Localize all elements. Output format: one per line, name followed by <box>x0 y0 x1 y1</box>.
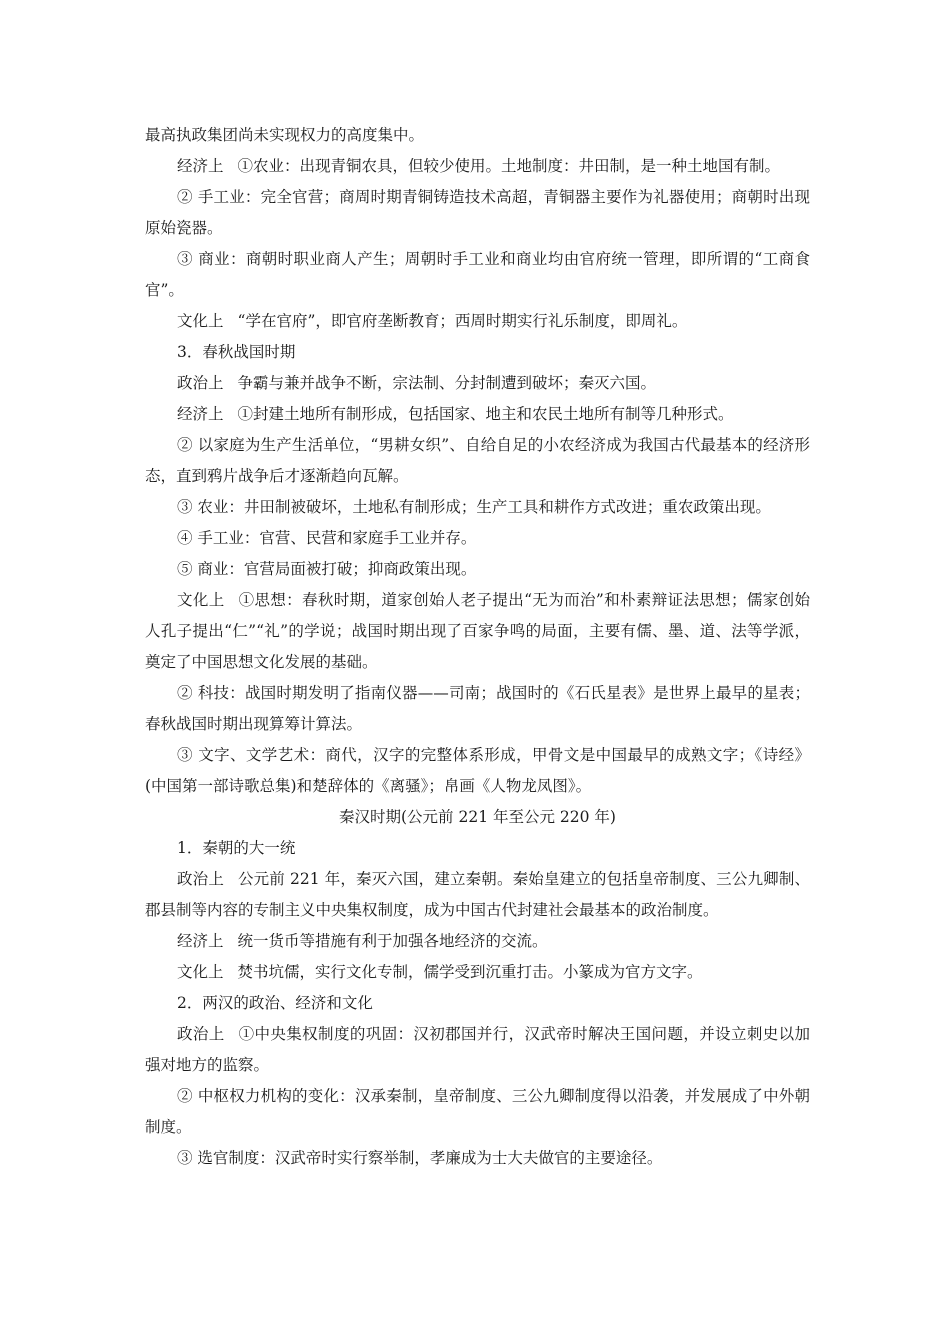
section-label: 政治上 <box>177 374 224 392</box>
paragraph <box>145 554 810 585</box>
subheading-text: 1．秦朝的大一统 <box>177 839 296 857</box>
section-label: 经济上 <box>177 932 224 950</box>
section-label: 经济上 <box>177 405 224 423</box>
paragraph <box>145 492 810 523</box>
paragraph-text: ④ 手工业：官营、民营和家庭手工业并存。 <box>177 529 477 547</box>
paragraph-text: 公元前 221 年，秦灭六国，建立秦朝。秦始皇建立的包括皇帝制度、三公九卿制、郡县制等内容的专制主义中央集权制度，成为中国古代封建社会最基本的政治制度。 <box>145 870 810 919</box>
paragraph <box>145 1143 810 1174</box>
paragraph-text: ② 以家庭为生产生活单位，“男耕女织”、自给自足的小农经济成为我国古代最基本的经济形态，直到鸦片战争后才逐渐趋向瓦解。 <box>145 436 810 485</box>
paragraph-text: ③ 文字、文学艺术：商代，汉字的完整体系形成，甲骨文是中国最早的成熟文字；《诗经》(中国第一部诗歌总集)和楚辞体的《离骚》；帛画《人物龙凤图》。 <box>145 746 810 795</box>
section-label: 政治上 <box>177 1025 225 1043</box>
paragraph <box>145 864 810 926</box>
paragraph-text: ② 中枢权力机构的变化：汉承秦制，皇帝制度、三公九卿制度得以沿袭，并发展成了中外朝制度。 <box>145 1087 810 1136</box>
paragraph-text: 统一货币等措施有利于加强各地经济的交流。 <box>237 932 548 950</box>
paragraph <box>145 120 810 151</box>
section-label: 经济上 <box>177 157 224 175</box>
subheading-text: 2．两汉的政治、经济和文化 <box>177 994 373 1012</box>
section-heading <box>145 802 810 833</box>
paragraph-text: 争霸与兼并战争不断，宗法制、分封制遭到破坏；秦灭六国。 <box>237 374 657 392</box>
section-heading-text: 秦汉时期(公元前 221 年至公元 220 年) <box>339 808 616 826</box>
paragraph-text: 焚书坑儒，实行文化专制，儒学受到沉重打击。小篆成为官方文字。 <box>237 963 703 981</box>
subheading <box>145 833 810 864</box>
section-label: 文化上 <box>177 312 224 330</box>
paragraph <box>145 182 810 244</box>
paragraph-text: “学在官府”，即官府垄断教育；西周时期实行礼乐制度，即周礼。 <box>237 312 688 330</box>
paragraph <box>145 430 810 492</box>
document-body <box>145 120 810 1174</box>
paragraph <box>145 399 810 430</box>
section-label: 文化上 <box>177 963 224 981</box>
paragraph-text: 最高执政集团尚未实现权力的高度集中。 <box>145 126 425 144</box>
paragraph <box>145 926 810 957</box>
paragraph <box>145 1019 810 1081</box>
paragraph <box>145 151 810 182</box>
paragraph <box>145 368 810 399</box>
paragraph-text: ② 手工业：完全官营；商周时期青铜铸造技术高超，青铜器主要作为礼器使用；商朝时出现原始瓷器。 <box>145 188 810 237</box>
subheading <box>145 337 810 368</box>
section-label: 文化上 <box>177 591 225 609</box>
paragraph <box>145 585 810 678</box>
section-label: 政治上 <box>177 870 224 888</box>
paragraph-text: ①中央集权制度的巩固：汉初郡国并行，汉武帝时解决王国问题，并设立刺史以加强对地方的监察。 <box>145 1025 810 1074</box>
paragraph <box>145 523 810 554</box>
paragraph-text: ①思想：春秋时期，道家创始人老子提出“无为而治”和朴素辩证法思想；儒家创始人孔子提出“仁”“礼”的学说；战国时期出现了百家争鸣的局面，主要有儒、墨、道、法等学派，奠定了中国思想文化发展的基础。 <box>145 591 810 671</box>
paragraph-text: ①农业：出现青铜农具，但较少使用。土地制度：井田制，是一种土地国有制。 <box>237 157 781 175</box>
subheading-text: 3．春秋战国时期 <box>177 343 296 361</box>
paragraph <box>145 244 810 306</box>
paragraph-text: ①封建土地所有制形成，包括国家、地主和农民土地所有制等几种形式。 <box>237 405 734 423</box>
paragraph-text: ③ 商业：商朝时职业商人产生；周朝时手工业和商业均由官府统一管理，即所谓的“工商食官”。 <box>145 250 810 299</box>
paragraph-text: ③ 选官制度：汉武帝时实行察举制，孝廉成为士大夫做官的主要途径。 <box>177 1149 663 1167</box>
paragraph-text: ③ 农业：井田制被破坏，土地私有制形成；生产工具和耕作方式改进；重农政策出现。 <box>177 498 771 516</box>
paragraph-text: ② 科技：战国时期发明了指南仪器——司南；战国时的《石氏星表》是世界上最早的星表；春秋战国时期出现算筹计算法。 <box>145 684 810 733</box>
paragraph-text: ⑤ 商业：官营局面被打破；抑商政策出现。 <box>177 560 477 578</box>
paragraph <box>145 1081 810 1143</box>
paragraph <box>145 678 810 740</box>
subheading <box>145 988 810 1019</box>
paragraph <box>145 306 810 337</box>
paragraph <box>145 957 810 988</box>
paragraph <box>145 740 810 802</box>
